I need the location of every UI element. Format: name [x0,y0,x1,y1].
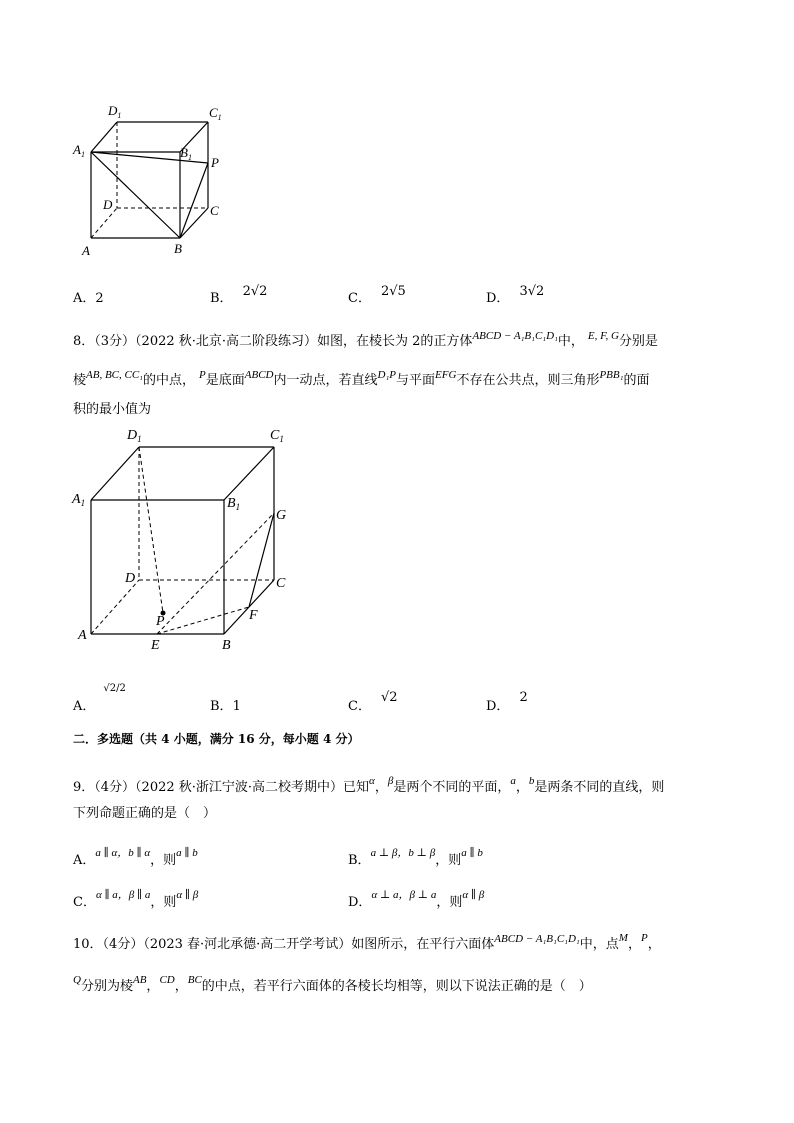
option-letter: A． [73,699,96,714]
option-then: ，则 [436,895,463,910]
q9-option-c[interactable] [73,883,199,910]
option-letter: D． [486,699,510,714]
label-c1: $C_1$ [270,428,284,444]
option-condition: α ∥ a，β ∥ a [95,889,151,901]
hidden-line-d1-p [139,447,163,613]
q9-line-1: 9．（4分）（2022 秋·浙江宁波·高二校考期中）已知$^\alpha$，$^\beta$是两个不同的平面，$^a$，$^b$是两条不同的直线，则 [73,775,665,795]
q9-option-b[interactable] [348,841,483,868]
label-a: A [78,628,87,643]
q9-option-d[interactable] [348,883,485,910]
q7-option-c[interactable] [348,280,406,306]
label-e: E [151,638,160,653]
figure-2-cube [70,425,300,655]
option-condition: a ⊥ β，b ⊥ β [370,847,436,859]
option-value: 2√5 [380,284,406,299]
option-then: ，则 [435,853,462,868]
label-g: G [276,508,287,523]
option-value: 2 [519,690,528,705]
q8-option-a[interactable] [73,676,126,714]
option-result: α ∥ β [176,889,199,901]
option-value: 2√2 [242,284,268,299]
section-heading-multi-choice: 二．多选题（共 4 小题，满分 16 分，每小题 4 分） [73,732,360,746]
edge-b-c [180,208,208,238]
hidden-line-e-f [157,607,249,634]
label-b1: $B_1$ [227,496,241,512]
option-then: ，则 [150,853,177,868]
edge-a1-d1 [91,122,117,152]
label-a1: $A_1$ [72,492,86,508]
option-letter: B． [348,853,371,868]
figure-1-cube [70,95,240,265]
option-letter: D． [348,895,372,910]
label-f: F [249,608,258,623]
option-letter: A． [73,853,96,868]
label-c: C [210,203,219,218]
option-letter: C． [348,699,371,714]
option-condition: α ⊥ a，β ⊥ a [371,889,437,901]
q8-option-b[interactable] [210,695,241,714]
q8-line-2: 棱$^{AB, BC, CC_1}$的中点， $^P$是底面$^{ABCD}$内一动点，若直线$^{D_1P}$与平面$^{EFG}$不存在公共点，则三角形$^{PBB_1}$的面 [73,369,650,388]
label-d: D [103,197,113,212]
label-d1: $D_1$ [108,103,122,120]
q9-option-a[interactable] [73,841,198,868]
line-b-p [180,163,208,238]
edge-b1-c1 [224,447,274,500]
option-value: 2 [95,291,104,306]
q7-option-b[interactable] [210,280,268,306]
option-value: √2/2 [103,683,126,694]
option-condition: a ∥ α，b ∥ α [95,847,151,859]
option-then: ，则 [150,895,177,910]
line-a1-b [91,152,180,238]
hidden-edge-a-d [91,208,117,238]
option-value: √2 [380,690,398,705]
option-result: a ∥ b [176,847,198,859]
q7-option-a[interactable] [73,287,104,306]
option-letter: C． [348,291,371,306]
label-c: C [276,576,286,591]
q9-line-2: 下列命题正确的是（ ） [73,806,217,821]
q10-line-1: 10．（4分）（2023 春·河北承德·高二开学考试）如图所示，在平行六面体$^{ABCD - A_1B_1C_1D_1}$中，点$^M$，$^P$， [73,932,661,952]
q8-option-d[interactable] [486,686,528,714]
label-p: P [156,614,165,629]
label-a1: $A_1$ [73,142,85,159]
label-p: P [211,155,219,170]
option-result: α ∥ β [462,889,485,901]
option-letter: B． [210,291,233,306]
label-b1: $B_1$ [180,145,192,162]
q8-line-1: 8．（3分）（2022 秋·北京·高二阶段练习）如图，在棱长为 2的正方体$^{ABCD - A_1B_1C_1D_1}$中， $^{E, F, G}$分别是 [73,330,658,349]
label-b: B [174,241,182,256]
option-letter: C． [73,895,96,910]
label-d1: $D_1$ [127,428,142,444]
edge-a1-d1 [91,447,139,500]
option-letter: B． [210,699,233,714]
option-value: 3√2 [519,284,545,299]
option-result: a ∥ b [461,847,483,859]
q8-option-c[interactable] [348,686,398,714]
option-letter: A． [73,291,96,306]
q7-option-d[interactable] [486,280,545,306]
q8-line-3: 积的最小值为 [73,402,152,417]
option-value: 1 [232,699,241,714]
q10-line-2: $^Q$分别为棱$^{AB}$，$^{CD}$，$^{BC}$的中点，若平行六面体的各棱长均相等，则以下说法正确的是（ ） [73,974,592,994]
label-d: D [125,571,136,586]
label-b: B [222,638,231,653]
option-letter: D． [486,291,510,306]
label-c1: $C_1$ [209,105,222,122]
hidden-edge-a-d [91,580,139,634]
label-a: A [82,243,90,258]
